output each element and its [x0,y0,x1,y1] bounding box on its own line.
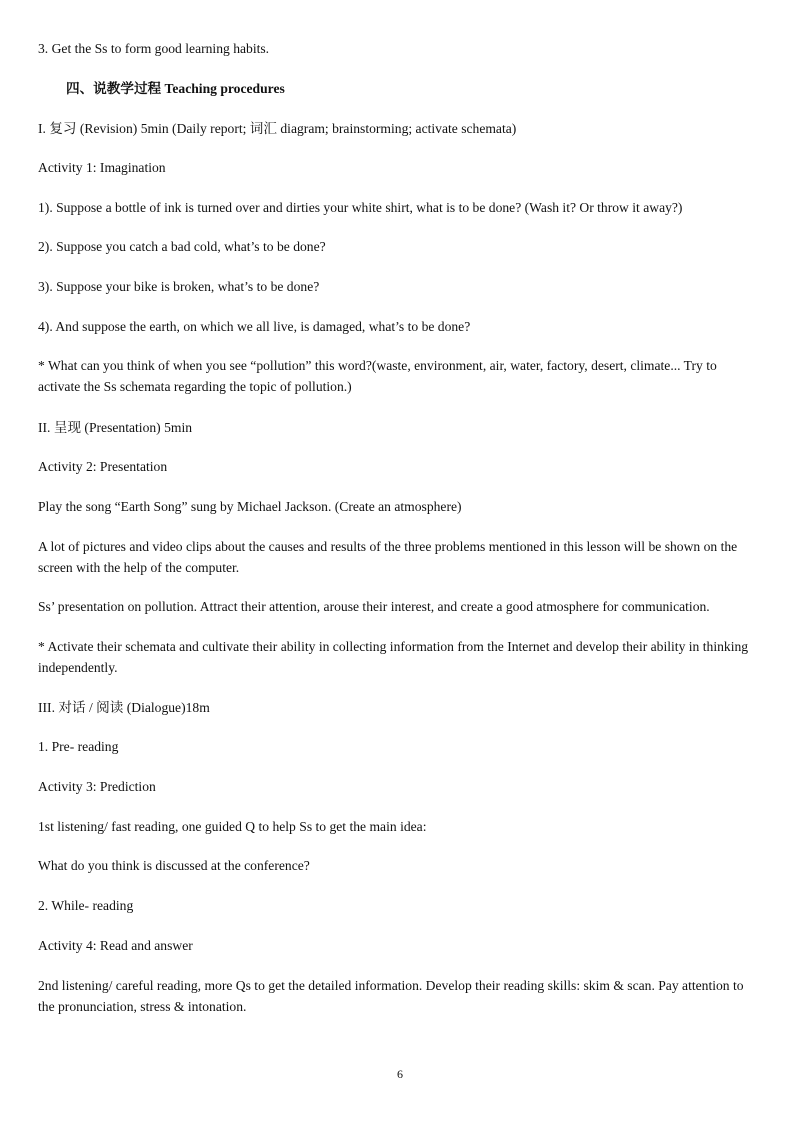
paragraph-second-listening: 2nd listening/ careful reading, more Qs to get the detailed information. Develop their reading skills: skim & scan. Pay attention to the pronunciation, stress & intonation. [38,978,744,1014]
paragraph-pictures-clips: A lot of pictures and video clips about the causes and results of the three problems mentioned in this lesson will be shown on the screen with the help of the computer. [38,539,738,575]
paragraph-conference-question: What do you think is discussed at the conference? [38,858,310,873]
paragraph-question-3: 3). Suppose your bike is broken, what’s to be done? [38,279,320,294]
paragraph-first-listening: 1st listening/ fast reading, one guided Q to help Ss to get the main idea: [38,819,427,834]
paragraph-while-reading: 2. While- reading [38,898,134,913]
paragraph-question-4: 4). And suppose the earth, on which we all live, is damaged, what’s to be done? [38,319,471,334]
paragraph-objective-3: 3. Get the Ss to form good learning habits. [38,41,270,56]
paragraph-presentation: II. 呈现 (Presentation) 5min [38,420,193,435]
section-heading-teaching-procedures: 四、说教学过程 Teaching procedures [66,81,285,96]
paragraph-question-2: 2). Suppose you catch a bad cold, what’s to be done? [38,239,326,254]
paragraph-activity-2: Activity 2: Presentation [38,459,168,474]
paragraph-pre-reading: 1. Pre- reading [38,739,119,754]
paragraph-activate-schemata: * Activate their schemata and cultivate their ability in collecting information from the Internet and develop their ability in thinking independently. [38,639,749,675]
paragraph-ss-presentation: Ss’ presentation on pollution. Attract their attention, arouse their interest, and create a good atmosphere for communication. [38,599,710,614]
paragraph-activity-4: Activity 4: Read and answer [38,938,193,953]
paragraph-revision: I. 复习 (Revision) 5min (Daily report; 词汇 diagram; brainstorming; activate schemata) [38,121,517,136]
paragraph-dialogue: III. 对话 / 阅读 (Dialogue)18m [38,700,210,715]
page-number: 6 [397,1067,403,1081]
paragraph-activity-3: Activity 3: Prediction [38,779,156,794]
paragraph-question-1: 1). Suppose a bottle of ink is turned over and dirties your white shirt, what is to be done? (Wash it? Or throw it away?) [38,200,683,215]
paragraph-earth-song: Play the song “Earth Song” sung by Michael Jackson. (Create an atmosphere) [38,499,462,514]
paragraph-activity-1: Activity 1: Imagination [38,160,166,175]
paragraph-pollution-note: * What can you think of when you see “pollution” this word?(waste, environment, air, water, factory, desert, climate... Try to activate the Ss schemata regarding the topic of pollution.) [38,358,717,394]
